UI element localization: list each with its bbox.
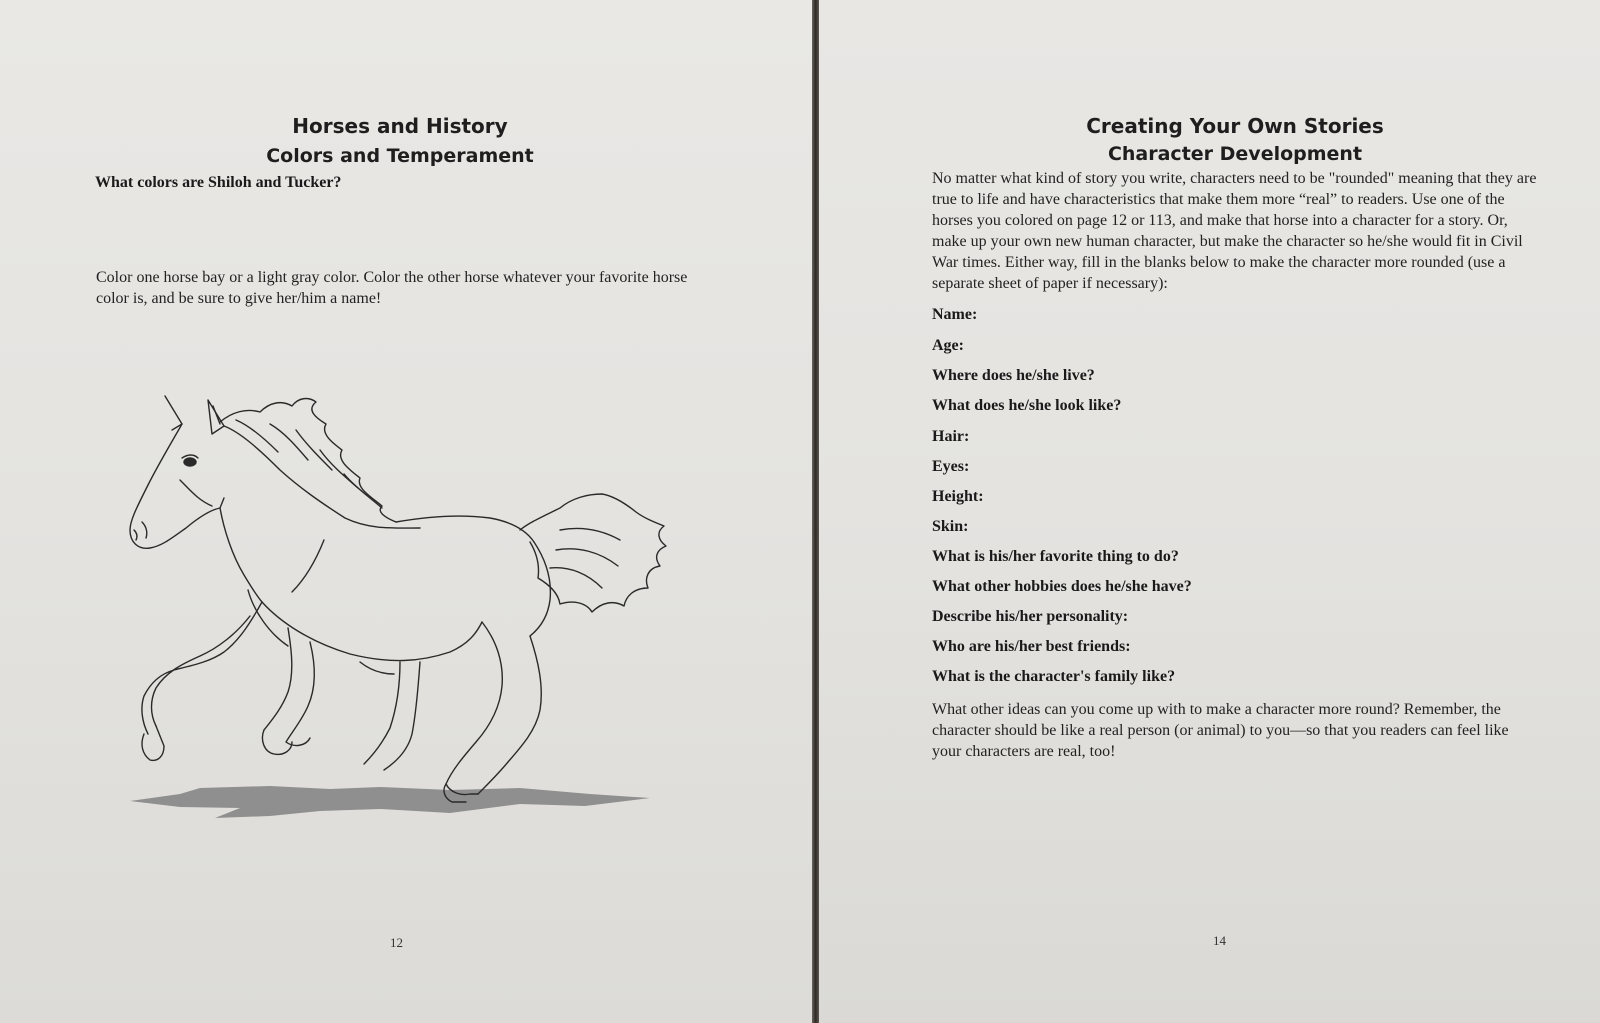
prompt-name: Name:: [932, 306, 978, 323]
horse-belly: [262, 602, 482, 661]
prompt-hobbies: What other hobbies does he/she have?: [932, 578, 1192, 595]
horse-front-leg: [142, 602, 262, 734]
right-page-subtitle: Character Development: [1107, 143, 1363, 165]
horse-back: [396, 516, 534, 542]
horse-shadow: [130, 786, 650, 818]
prompt-favorite-thing: What is his/her favorite thing to do?: [932, 548, 1179, 565]
prompt-look-like: What does he/she look like?: [932, 397, 1122, 414]
horse-neck: [220, 508, 262, 602]
horse-hind-leg: [478, 636, 541, 794]
horse-ear: [208, 400, 224, 434]
book-gutter: [812, 0, 819, 1023]
prompt-age: Age:: [932, 337, 964, 354]
right-page-closing: What other ideas can you come up with to make a character more round? Remember, the character should be like a real person (or animal) to you—so that you readers can feel like your characters are real, too!: [932, 701, 1509, 760]
horse-ear: [165, 396, 182, 430]
left-page-title: Horses and History: [292, 114, 508, 138]
prompt-where-live: Where does he/she live?: [932, 367, 1095, 384]
left-page-instructions: Color one horse bay or a light gray color. Color the other horse whatever your favorite horse color is, and be sure to give her/him a name!: [96, 269, 688, 307]
prompt-height: Height:: [932, 488, 984, 505]
right-page-title: Creating Your Own Stories: [1086, 114, 1384, 138]
horse-head: [130, 424, 224, 548]
left-page-question: What colors are Shiloh and Tucker?: [95, 174, 342, 191]
prompt-best-friends: Who are his/her best friends:: [932, 638, 1131, 655]
right-page-intro: No matter what kind of story you write, characters need to be "rounded" meaning that they are true to life and have characteristics that make them more “real” to readers. Use one of the horses you colored on page 12 or 113, and make that horse into a character for a story. Or, make up your own new human character, but make the character so he/she would fit in Civil War times. Either way, fill in the blanks below to make the character more rounded (use a separate sheet of paper if necessary):: [932, 170, 1537, 292]
prompt-skin: Skin:: [932, 518, 969, 535]
horse-eye: [184, 458, 196, 466]
left-page-number: 12: [390, 935, 403, 950]
prompt-eyes: Eyes:: [932, 458, 970, 475]
prompt-personality: Describe his/her personality:: [932, 608, 1129, 625]
right-page-number: 14: [1213, 933, 1226, 948]
horse-illustration: [120, 390, 690, 840]
prompt-family: What is the character's family like?: [932, 668, 1176, 685]
prompt-hair: Hair:: [932, 428, 970, 445]
left-page-subtitle: Colors and Temperament: [266, 145, 534, 167]
